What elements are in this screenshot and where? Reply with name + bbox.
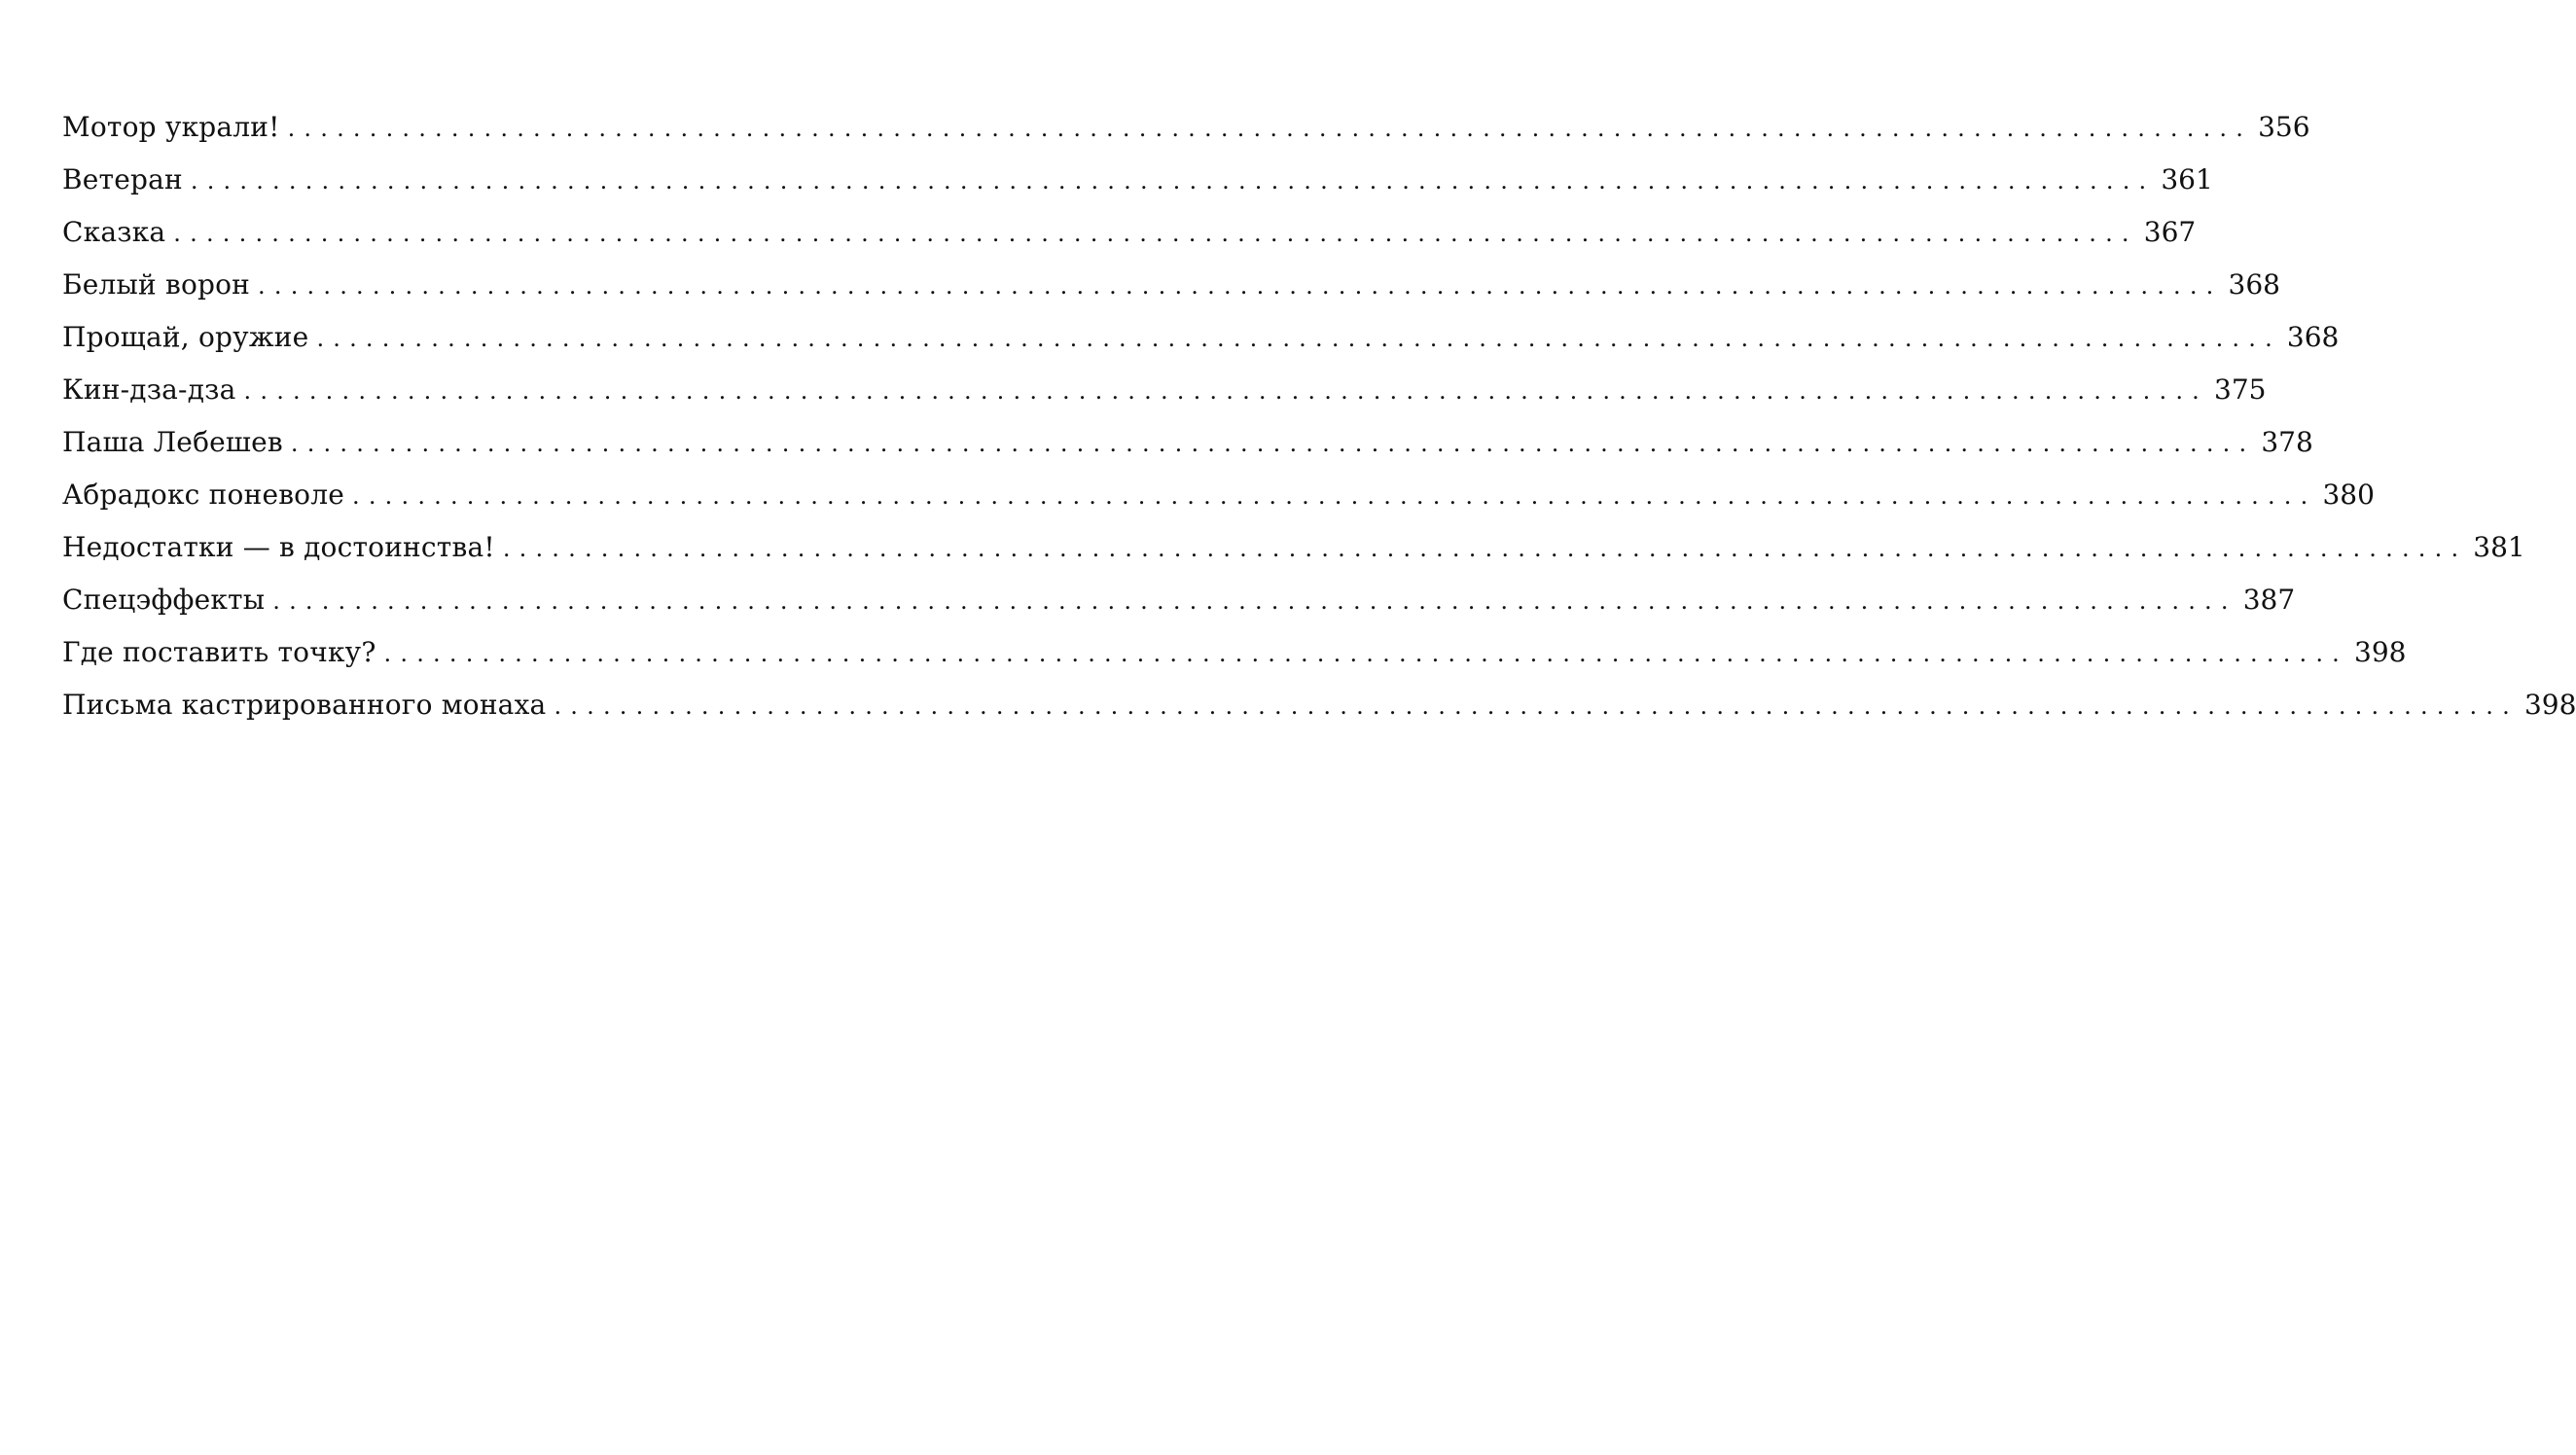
dot-leader: ........................................................................................................................ xyxy=(383,640,2349,667)
dot-leader: ........................................................................................................................ xyxy=(290,430,2256,457)
dot-leader: ........................................................................................................................ xyxy=(316,325,2281,352)
toc-entry xyxy=(62,679,2576,731)
toc-entry-title: Белый ворон xyxy=(62,268,251,301)
toc-entry-title: Сказка xyxy=(62,216,166,248)
toc-entry-page: 398 xyxy=(2523,689,2576,721)
toc-entry-page: 367 xyxy=(2143,216,2197,248)
toc-entry-page: 381 xyxy=(2473,531,2525,563)
toc-entry-title: Недостатки — в достоинства! xyxy=(62,531,495,563)
toc-entry-title: Письма кастрированного монаха xyxy=(62,689,547,721)
toc-entry xyxy=(62,469,2375,521)
toc-entry xyxy=(62,521,2525,574)
dot-leader: ........................................................................................................................ xyxy=(287,115,2253,142)
toc-entry-page: 361 xyxy=(2161,163,2213,195)
table-of-contents xyxy=(62,101,2576,731)
dot-leader: ........................................................................................................................ xyxy=(272,587,2237,615)
toc-entry-title: Спецэффекты xyxy=(62,584,266,616)
dot-leader: ........................................................................................................................ xyxy=(502,535,2468,562)
dot-leader: ........................................................................................................................ xyxy=(554,692,2519,720)
toc-entry xyxy=(62,364,2267,416)
dot-leader: ........................................................................................................................ xyxy=(190,167,2156,195)
toc-entry-page: 368 xyxy=(2228,268,2280,301)
dot-leader: ........................................................................................................................ xyxy=(258,272,2223,300)
toc-entry xyxy=(62,574,2296,626)
toc-entry-page: 398 xyxy=(2354,636,2407,668)
toc-entry xyxy=(62,101,2310,154)
dot-leader: ........................................................................................................................ xyxy=(173,220,2138,247)
toc-entry-page: 368 xyxy=(2286,321,2340,353)
toc-entry-page: 387 xyxy=(2242,584,2296,616)
toc-entry-title: Мотор украли! xyxy=(62,111,280,143)
toc-entry xyxy=(62,416,2313,469)
toc-entry-page: 378 xyxy=(2261,426,2313,458)
toc-entry-title: Абрадокс поневоле xyxy=(62,479,344,511)
toc-entry-title: Ветеран xyxy=(62,163,183,195)
toc-entry xyxy=(62,311,2340,364)
toc-entry xyxy=(62,154,2213,206)
toc-entry-page: 356 xyxy=(2258,111,2310,143)
dot-leader: ........................................................................................................................ xyxy=(243,377,2208,405)
toc-entry xyxy=(62,259,2280,311)
toc-entry xyxy=(62,626,2407,679)
toc-entry-title: Паша Лебешев xyxy=(62,426,283,458)
toc-entry xyxy=(62,206,2197,259)
toc-entry-page: 380 xyxy=(2322,479,2375,511)
toc-entry-page: 375 xyxy=(2214,373,2267,406)
toc-entry-title: Где поставить точку? xyxy=(62,636,376,668)
dot-leader: ........................................................................................................................ xyxy=(352,482,2317,510)
toc-entry-title: Кин-дза-дза xyxy=(62,373,236,406)
toc-entry-title: Прощай, оружие xyxy=(62,321,309,353)
